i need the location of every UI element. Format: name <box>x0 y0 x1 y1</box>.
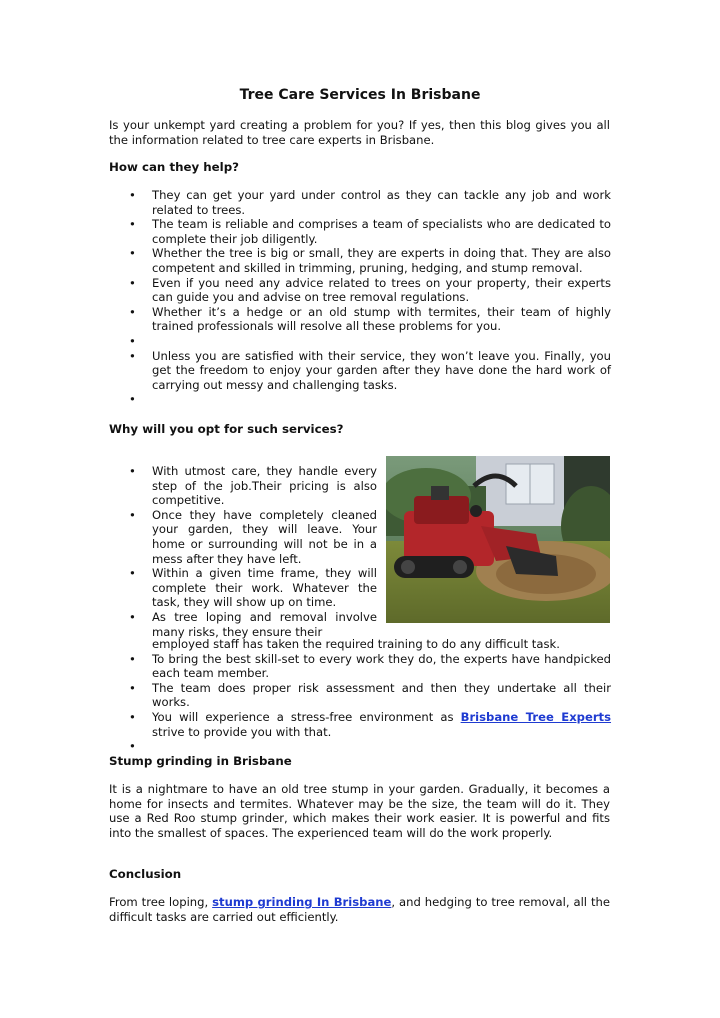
list-item: • Whether it’s a hedge or an old stump with termites, their team of highly trained professionals will resolve all these problems for you. <box>109 305 611 334</box>
section-heading-why: Why will you opt for such services? <box>109 422 344 436</box>
page-title: Tree Care Services In Brisbane <box>239 87 481 103</box>
list-item: • Unless you are satisfied with their service, they won’t leave you. Finally, you get the freedom to enjoy your garden after they have done the hard work of carrying out messy and challenging tasks. <box>109 349 611 393</box>
list-item: • To bring the best skill-set to every work they do, the experts have handpicked each team member. <box>109 652 611 681</box>
stump-grinder-photo <box>386 456 610 623</box>
conclusion-paragraph <box>109 895 610 924</box>
list-item-text: strive to provide you with that. <box>152 724 332 739</box>
list-item: • With utmost care, they handle every step of the job.Their pricing is also competitive. <box>109 464 377 508</box>
intro-paragraph: Is your unkempt yard creating a problem for you? If yes, then this blog gives you all the information related to tree care experts in Brisbane. <box>109 118 610 147</box>
list-item-text: You will experience a stress-free environment as <box>152 709 461 724</box>
list-item: • Once they have completely cleaned your garden, they will leave. Your home or surrounding will not be in a mess after they have left. <box>109 508 377 566</box>
section-heading-how: How can they help? <box>109 160 240 174</box>
list-item <box>109 739 611 754</box>
list-item: • The team is reliable and comprises a team of specialists who are dedicated to complete their job diligently. <box>109 217 611 246</box>
list-item: • As tree loping and removal involve many risks, they ensure their <box>109 610 377 639</box>
list-item: • Whether the tree is big or small, they are experts in doing that. They are also competent and skilled in trimming, pruning, hedging, and stump removal. <box>109 246 611 275</box>
list-item: • Even if you need any advice related to trees on your property, their experts can guide you and advise on tree removal regulations. <box>109 276 611 305</box>
list-item <box>109 710 611 739</box>
list-item <box>109 334 611 349</box>
why-list-side <box>109 464 377 639</box>
stump-paragraph: It is a nightmare to have an old tree stump in your garden. Gradually, it becomes a home for insects and termites. Whatever may be the size, the team will do it. They use a Red Roo stump grinder, which makes their work easier. It is powerful and fits into the smallest of spaces. The experienced team will do the work properly. <box>109 782 610 840</box>
section-heading-stump: Stump grinding in Brisbane <box>109 754 292 768</box>
brisbane-tree-experts-link[interactable]: Brisbane Tree Experts <box>460 709 612 724</box>
help-list <box>109 188 611 407</box>
list-item-continued <box>109 637 611 652</box>
stump-grinding-link[interactable]: stump grinding In Brisbane <box>212 895 392 909</box>
why-list-full <box>109 637 611 754</box>
list-item: • Within a given time frame, they will complete their work. Whatever the task, they will show up on time. <box>109 566 377 610</box>
conclusion-text: , and hedging to tree removal, all the difficult tasks are carried out efficiently. <box>109 895 610 924</box>
list-item-continuation-text: employed staff has taken the required training to do any difficult task. <box>152 637 560 651</box>
section-heading-conclusion: Conclusion <box>109 867 182 881</box>
list-item: • They can get your yard under control as they can tackle any job and work related to trees. <box>109 188 611 217</box>
list-item: • The team does proper risk assessment and then they undertake all their works. <box>109 681 611 710</box>
list-item <box>109 392 611 407</box>
conclusion-text: From tree loping, <box>109 895 213 909</box>
